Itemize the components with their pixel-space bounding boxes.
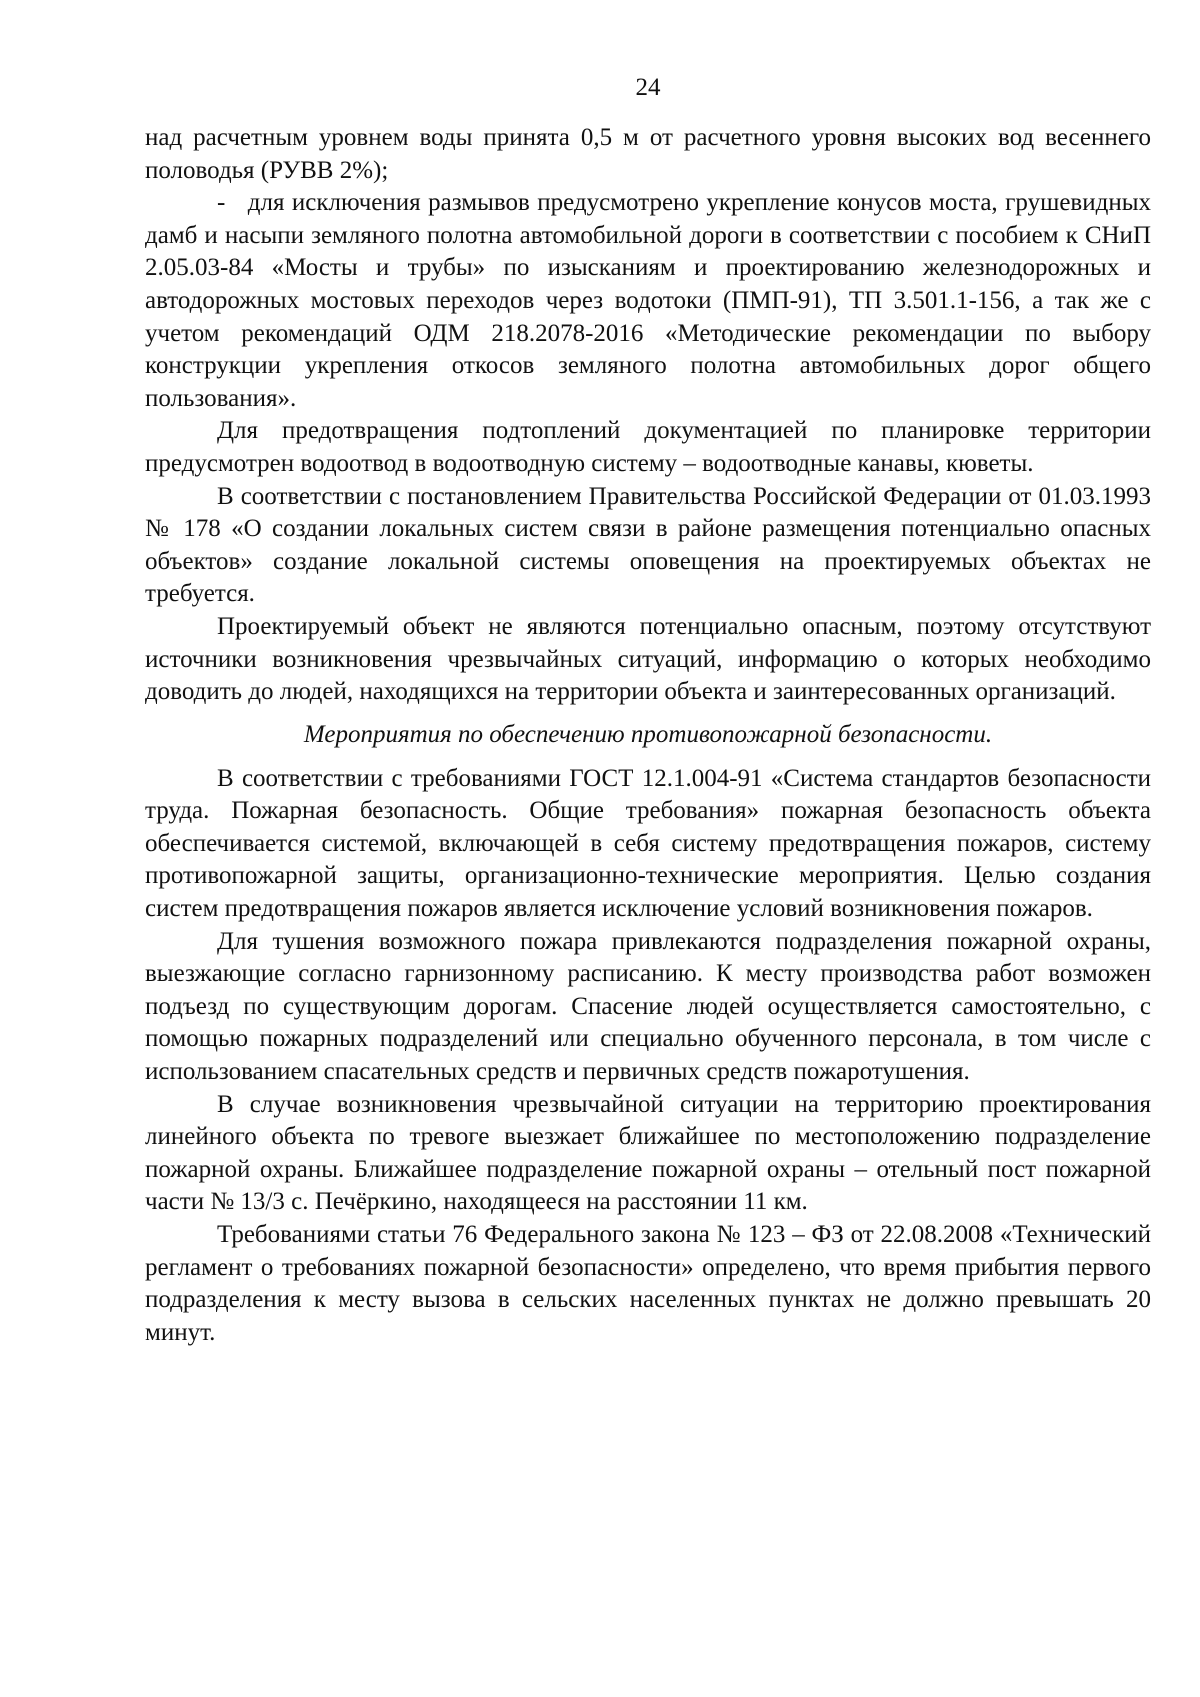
document-page	[145, 72, 1151, 1349]
paragraph-government-decree: В соответствии с постановлением Правительства Российской Федерации от 01.03.1993 № 178 «О создании локальных систем связи в районе размещения потенциально опасных объектов» создание локальной системы оповещения на проектируемых объектах не требуется.	[145, 482, 1151, 608]
paragraph-fire-extinguishing: Для тушения возможного пожара привлекаются подразделения пожарной охраны, выезжающие согласно гарнизонному расписанию. К месту производства работ возможен подъезд по существующим дорогам. Спасение людей осуществляется самостоятельно, с помощью пожарных подразделений или специально обученного персонала, в том числе с использованием спасательных средств и первичных средств пожаротушения.	[145, 927, 1151, 1086]
section-heading-fire-safety: Мероприятия по обеспечению противопожарной безопасности.	[303, 720, 993, 748]
paragraph-list-item-erosion: - для исключения размывов предусмотрено укрепление конусов моста, грушевидных дамб и насыпи земляного полотна автомобильной дороги в соответствии с пособием к СНиП 2.05.03-84 «Мосты и трубы» по изысканиям и проектированию железнодорожных и автодорожных мостовых переходов через водотоки (ПМП-91), ТП 3.501.1-156, а так же с учетом рекомендаций ОДМ 218.2078-2016 «Методические рекомендации по выбору конструкции укрепления откосов земляного полотна автомобильных дорог общего пользования».	[145, 189, 1151, 412]
page-number: 24	[635, 74, 661, 101]
paragraph-arrival-time: Требованиями статьи 76 Федерального закона № 123 – ФЗ от 22.08.2008 «Технический регламент о требованиях пожарной безопасности» определено, что время прибытия первого подразделения к месту вызова в сельских населенных пунктах не должно превышать 20 минут.	[145, 1221, 1151, 1346]
paragraph-continuation: над расчетным уровнем воды принята 0,5 м от расчетного уровня высоких вод весеннего половодья (РУВВ 2%);	[145, 124, 1151, 184]
paragraph-emergency-response: В случае возникновения чрезвычайной ситуации на территорию проектирования линейного объекта по тревоге выезжает ближайшее по местоположению подразделение пожарной охраны. Ближайшее подразделение пожарной охраны – отельный пост пожарной части № 13/3 с. Печёркино, находящееся на расстоянии 11 км.	[145, 1090, 1151, 1216]
paragraph-hazard-sources: Проектируемый объект не являются потенциально опасным, поэтому отсутствуют источники возникновения чрезвычайных ситуаций, информацию о которых необходимо доводить до людей, находящихся на территории объекта и заинтересованных организаций.	[145, 612, 1151, 706]
paragraph-gost-requirements: В соответствии с требованиями ГОСТ 12.1.004-91 «Система стандартов безопасности труда. Пожарная безопасность. Общие требования» пожарная безопасность объекта обеспечивается системой, включающей в себя систему предотвращения пожаров, систему противопожарной защиты, организационно-технические мероприятия. Целью создания систем предотвращения пожаров является исключение условий возникновения пожаров.	[145, 764, 1151, 923]
paragraph-drainage: Для предотвращения подтоплений документацией по планировке территории предусмотрен водоотвод в водоотводную систему – водоотводные канавы, кюветы.	[145, 417, 1151, 477]
